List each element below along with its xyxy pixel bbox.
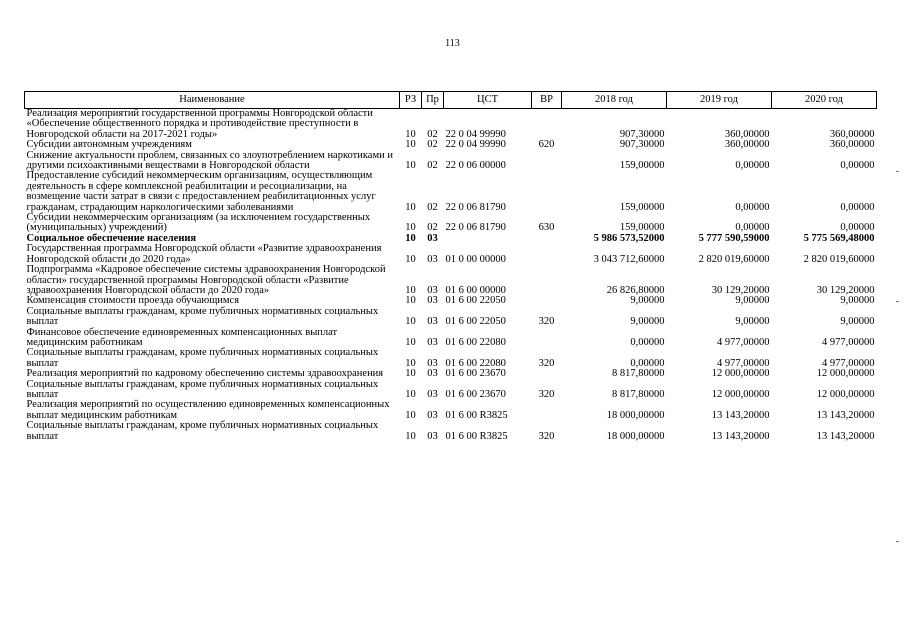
- cell-2019: 4 977,00000: [717, 336, 770, 348]
- scan-edge-mark: [896, 301, 899, 302]
- cell-2019: 13 143,20000: [711, 409, 770, 421]
- page-number: 113: [445, 38, 460, 49]
- cell-name: Социальные выплаты гражданам, кроме публичных нормативных социальных выплат: [26, 305, 379, 328]
- cell-2020: 13 143,20000: [816, 430, 875, 442]
- cell-rz: 10: [405, 201, 416, 213]
- cell-2020: 0,00000: [840, 201, 875, 213]
- cell-name: Социальное обеспечение населения: [26, 232, 197, 244]
- cell-name: Субсидии некоммерческим организациям (за исключением государственных (муниципальных) учреждений): [26, 212, 371, 234]
- cell-vr: [532, 234, 562, 244]
- cell-2018: 907,30000: [619, 128, 665, 140]
- table-row: [25, 380, 877, 401]
- cell-vr: 620: [538, 139, 555, 151]
- header-2018: 2018 год: [562, 92, 667, 109]
- cell-name: Предоставление субсидий некоммерческим организациям, осуществляющим деятельность в сфере комплексной реабилитации и ресоциализации, на возмещение части затрат в связи с предоставлением реабилитационных услуг гражданам, страдающим наркологическими заболеваниями: [26, 170, 376, 213]
- cell-pr: 03: [427, 253, 438, 265]
- cell-rz: 10: [405, 316, 416, 328]
- cell-pr: 03: [427, 388, 438, 400]
- cell-2018: 8 817,80000: [612, 388, 665, 400]
- cell-rz: 10: [405, 284, 416, 296]
- cell-cst: 01 6 00 R3825: [445, 409, 508, 421]
- cell-name: Социальные выплаты гражданам, кроме публичных нормативных социальных выплат: [26, 378, 379, 400]
- table-header-row: [25, 92, 877, 109]
- cell-vr: 320: [538, 357, 555, 369]
- cell-name: Социальные выплаты гражданам, кроме публичных нормативных социальных выплат: [26, 347, 379, 369]
- cell-vr: [532, 369, 562, 379]
- cell-cst: 22 0 06 00000: [445, 160, 506, 172]
- cell-2018: 159,00000: [619, 160, 665, 172]
- header-vr: ВР: [532, 92, 562, 109]
- cell-pr: 02: [427, 160, 438, 172]
- cell-rz: 10: [405, 232, 416, 244]
- cell-pr: 03: [427, 232, 438, 244]
- table-row: [25, 328, 877, 349]
- table-body: [25, 109, 877, 443]
- cell-2019: 0,00000: [735, 201, 770, 213]
- header-pr: Пр: [422, 92, 444, 109]
- cell-2020: 360,00000: [829, 139, 875, 151]
- cell-pr: 02: [427, 222, 438, 234]
- cell-pr: 02: [427, 128, 438, 140]
- cell-2018: 159,00000: [619, 222, 665, 234]
- cell-cst: 01 0 00 00000: [445, 253, 506, 265]
- cell-rz: 10: [405, 253, 416, 265]
- table-row: [25, 348, 877, 369]
- cell-2018: 0,00000: [630, 357, 665, 369]
- cell-rz: 10: [405, 368, 416, 380]
- table-row: [25, 400, 877, 421]
- cell-cst: 22 0 04 99990: [445, 128, 506, 140]
- cell-2020: 0,00000: [840, 222, 875, 234]
- table-row: [25, 213, 877, 234]
- cell-rz: 10: [405, 128, 416, 140]
- header-name: Наименование: [25, 92, 400, 109]
- header-cst: ЦСТ: [444, 92, 532, 109]
- cell-vr: [532, 151, 562, 172]
- cell-2018: 26 826,80000: [606, 284, 665, 296]
- cell-rz: 10: [405, 336, 416, 348]
- cell-2019: 5 777 590,59000: [698, 232, 770, 244]
- cell-2020: 9,00000: [840, 316, 875, 328]
- cell-2020: 4 977,00000: [822, 336, 875, 348]
- cell-name: Реализация мероприятий по осуществлению единовременных компенсационных выплат медицинским работникам: [26, 399, 390, 421]
- cell-pr: 03: [427, 409, 438, 421]
- cell-rz: 10: [405, 357, 416, 369]
- cell-name: Компенсация стоимости проезда обучающимся: [26, 295, 240, 307]
- cell-cst: 01 6 00 22080: [445, 357, 506, 369]
- cell-pr: 03: [427, 357, 438, 369]
- cell-cst: 01 6 00 22050: [445, 316, 506, 328]
- cell-vr: [532, 244, 562, 265]
- cell-rz: 10: [405, 139, 416, 151]
- cell-2018: 0,00000: [630, 336, 665, 348]
- cell-2020: 12 000,00000: [816, 368, 875, 380]
- cell-pr: 03: [427, 368, 438, 380]
- cell-2019: 9,00000: [735, 295, 770, 307]
- cell-pr: 02: [427, 139, 438, 151]
- cell-cst: 22 0 06 81790: [445, 222, 506, 234]
- cell-vr: [532, 328, 562, 349]
- cell-cst: 22 0 04 99990: [445, 139, 506, 151]
- cell-2020: 12 000,00000: [816, 388, 875, 400]
- cell-cst: 01 6 00 00000: [445, 284, 506, 296]
- cell-cst: 01 6 00 R3825: [445, 430, 508, 442]
- cell-2020: 13 143,20000: [816, 409, 875, 421]
- cell-pr: 03: [427, 430, 438, 442]
- cell-rz: 10: [405, 160, 416, 172]
- cell-cst: 01 6 00 23670: [445, 388, 506, 400]
- cell-2019: 12 000,00000: [711, 368, 770, 380]
- cell-cst: 01 6 00 22050: [445, 295, 506, 307]
- cell-vr: 320: [538, 316, 555, 328]
- cell-name: Подпрограмма «Кадровое обеспечение системы здравоохранения Новгородской области» государственной программы Новгородской области «Развитие здравоохранения Новгородской области до 2020 года»: [26, 264, 386, 296]
- cell-2020: 4 977,00000: [822, 357, 875, 369]
- cell-2019: 0,00000: [735, 160, 770, 172]
- header-rz: РЗ: [400, 92, 422, 109]
- cell-2018: 9,00000: [630, 295, 665, 307]
- table-row: [25, 244, 877, 265]
- cell-vr: [532, 109, 562, 141]
- table-row: [25, 307, 877, 328]
- cell-cst: [444, 234, 532, 244]
- cell-name: Реализация мероприятий государственной программы Новгородской области «Обеспечение общественного порядка и противодействие преступности в Новгородской области на 2017-2021 годы»: [26, 108, 373, 140]
- cell-pr: 03: [427, 284, 438, 296]
- cell-2018: 8 817,80000: [612, 368, 665, 380]
- cell-name: Финансовое обеспечение единовременных компенсационных выплат медицинским работникам: [26, 326, 338, 348]
- cell-2018: 907,30000: [619, 139, 665, 151]
- cell-vr: 320: [538, 430, 555, 442]
- scan-edge-mark: [896, 541, 899, 542]
- cell-2018: 18 000,00000: [606, 430, 665, 442]
- cell-2018: 9,00000: [630, 316, 665, 328]
- cell-2019: 12 000,00000: [711, 388, 770, 400]
- table-row: [25, 171, 877, 213]
- budget-table: [24, 91, 877, 442]
- cell-2020: 360,00000: [829, 128, 875, 140]
- cell-pr: 03: [427, 336, 438, 348]
- cell-2020: 2 820 019,60000: [803, 253, 875, 265]
- cell-pr: 02: [427, 201, 438, 213]
- cell-vr: 630: [538, 222, 555, 234]
- cell-2019: 360,00000: [724, 139, 770, 151]
- header-2020: 2020 год: [772, 92, 877, 109]
- cell-rz: 10: [405, 222, 416, 234]
- cell-2020: 30 129,20000: [816, 284, 875, 296]
- cell-2018: 159,00000: [619, 201, 665, 213]
- cell-2019: 0,00000: [735, 222, 770, 234]
- cell-vr: [532, 296, 562, 306]
- cell-2020: 9,00000: [840, 295, 875, 307]
- header-2019: 2019 год: [667, 92, 772, 109]
- cell-vr: 320: [538, 388, 555, 400]
- cell-vr: [532, 171, 562, 213]
- cell-2019: 2 820 019,60000: [698, 253, 770, 265]
- cell-pr: 03: [427, 316, 438, 328]
- cell-2020: 0,00000: [840, 160, 875, 172]
- cell-2018: 18 000,00000: [606, 409, 665, 421]
- table-row: [25, 151, 877, 172]
- table-row: [25, 265, 877, 296]
- table-row: [25, 109, 877, 141]
- cell-pr: 03: [427, 295, 438, 307]
- cell-2020: 5 775 569,48000: [803, 232, 875, 244]
- cell-2019: 4 977,00000: [717, 357, 770, 369]
- table-row: [25, 369, 877, 379]
- cell-vr: [532, 400, 562, 421]
- cell-2018: 3 043 712,60000: [593, 253, 665, 265]
- cell-cst: 22 0 06 81790: [445, 201, 506, 213]
- cell-name: Снижение актуальности проблем, связанных со злоупотреблением наркотиками и другими психоактивными веществами в Новгородской области: [26, 149, 393, 172]
- cell-name: Государственная программа Новгородской области «Развитие здравоохранения Новгородской области до 2020 года»: [26, 243, 382, 265]
- cell-vr: [532, 265, 562, 296]
- cell-name: Реализация мероприятий по кадровому обеспечению системы здравоохранения: [26, 368, 384, 380]
- table-row: [25, 421, 877, 442]
- cell-name: Социальные выплаты гражданам, кроме публичных нормативных социальных выплат: [26, 420, 379, 442]
- scan-edge-mark: [896, 171, 899, 172]
- cell-2019: 9,00000: [735, 316, 770, 328]
- cell-name: Субсидии автономным учреждениям: [26, 139, 192, 151]
- cell-2018: 5 986 573,52000: [593, 232, 665, 244]
- cell-rz: 10: [405, 295, 416, 307]
- cell-rz: 10: [405, 409, 416, 421]
- cell-cst: 01 6 00 22080: [445, 336, 506, 348]
- cell-cst: 01 6 00 23670: [445, 368, 506, 380]
- cell-2019: 360,00000: [724, 128, 770, 140]
- cell-rz: 10: [405, 388, 416, 400]
- cell-2019: 30 129,20000: [711, 284, 770, 296]
- cell-rz: 10: [405, 430, 416, 442]
- cell-2019: 13 143,20000: [711, 430, 770, 442]
